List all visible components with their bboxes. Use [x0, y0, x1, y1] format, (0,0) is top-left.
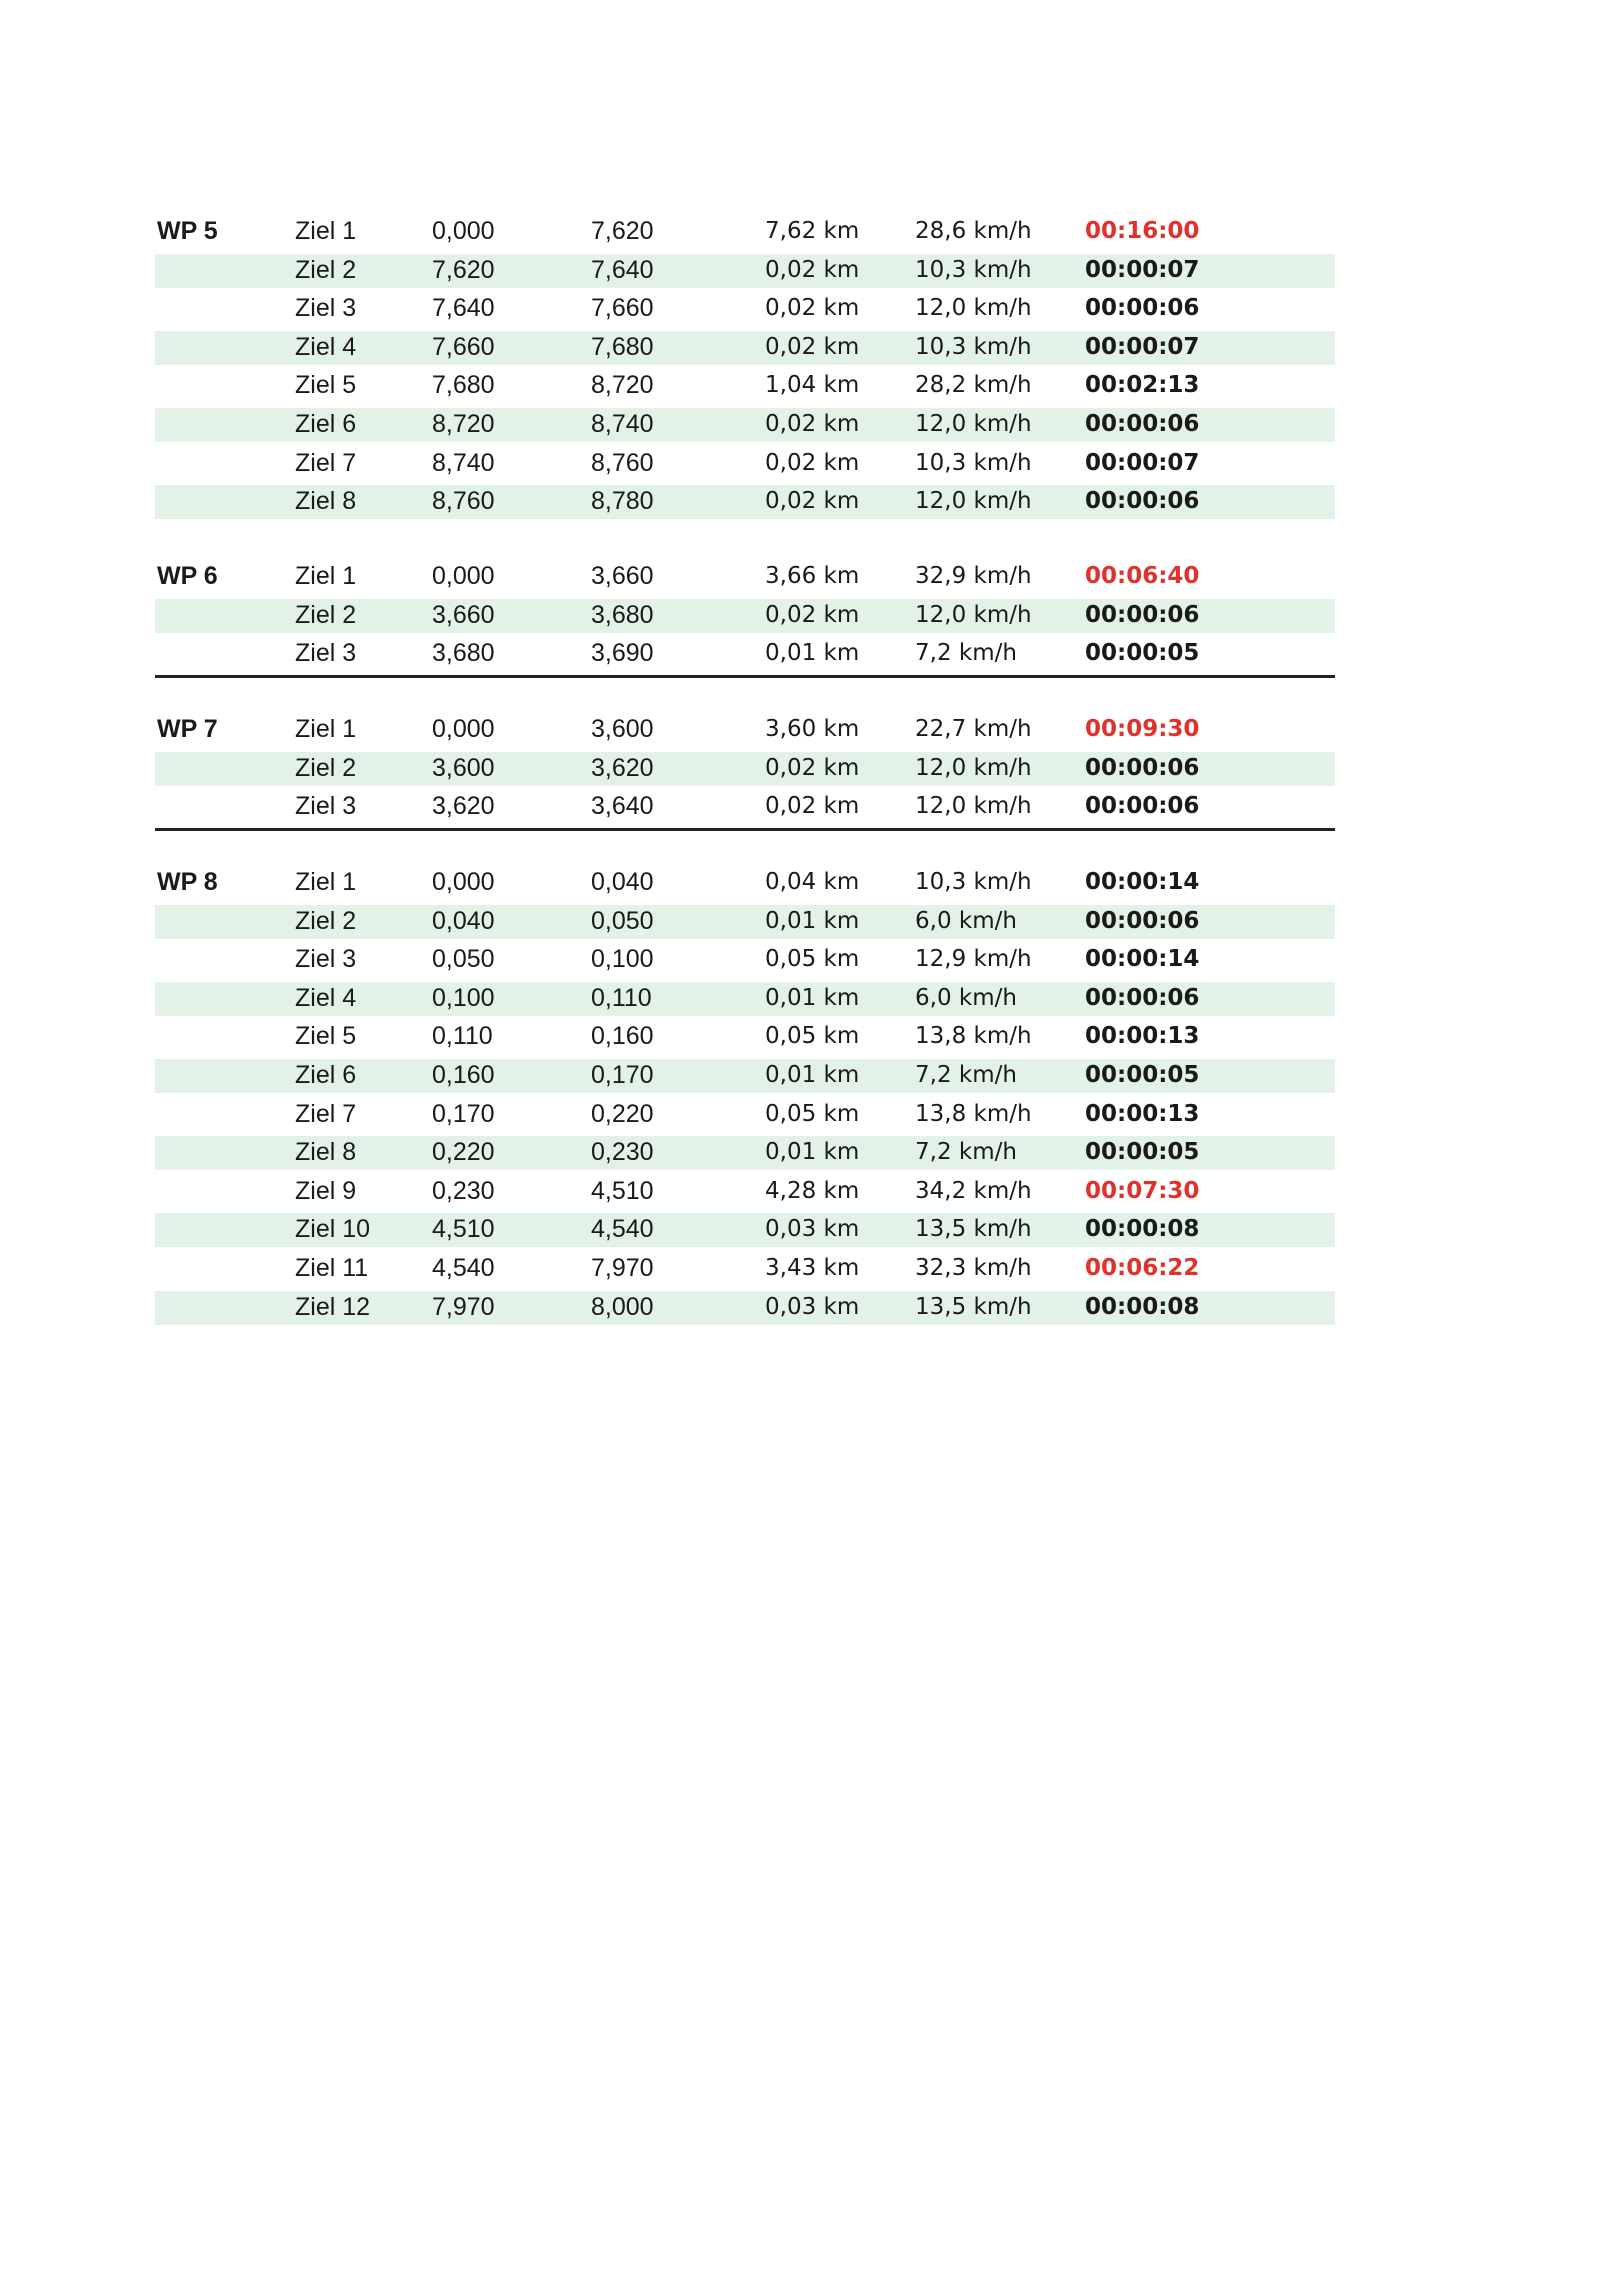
speed: 7,2 km/h: [915, 1061, 1017, 1088]
from-km: 4,510: [432, 1215, 495, 1244]
table-row: [155, 749, 1335, 788]
distance: 0,02 km: [765, 256, 860, 283]
speed: 12,0 km/h: [915, 295, 1032, 322]
target-time: 00:00:06: [1085, 295, 1200, 322]
from-km: 7,640: [432, 294, 495, 323]
distance: 0,02 km: [765, 449, 860, 476]
distance: 0,05 km: [765, 1023, 860, 1050]
speed: 10,3 km/h: [915, 449, 1032, 476]
to-km: 7,640: [591, 255, 654, 284]
target-time: 00:00:06: [1085, 793, 1200, 820]
target-time: 00:00:06: [1085, 984, 1200, 1011]
from-km: 0,220: [432, 1138, 495, 1167]
distance: 0,02 km: [765, 793, 860, 820]
distance: 0,02 km: [765, 754, 860, 781]
speed: 13,5 km/h: [915, 1293, 1032, 1320]
table-row: [155, 1095, 1335, 1134]
from-km: 8,720: [432, 409, 495, 438]
target-time: 00:06:40: [1085, 563, 1200, 589]
from-km: 3,600: [432, 753, 495, 782]
target-time: 00:00:06: [1085, 410, 1200, 437]
target-time: 00:00:05: [1085, 1139, 1200, 1166]
from-km: 0,170: [432, 1099, 495, 1128]
ziel-label: Ziel 3: [295, 639, 357, 668]
target-time: 00:00:06: [1085, 754, 1200, 781]
target-time: 00:09:30: [1085, 716, 1200, 742]
distance: 0,03 km: [765, 1293, 860, 1320]
to-km: 8,760: [591, 448, 654, 477]
to-km: 0,160: [591, 1022, 654, 1051]
table-row: [155, 1210, 1335, 1249]
speed: 7,2 km/h: [915, 1139, 1017, 1166]
target-time: 00:00:08: [1085, 1293, 1200, 1320]
from-km: 3,680: [432, 639, 495, 668]
ziel-label: Ziel 1: [295, 562, 357, 590]
speed: 7,2 km/h: [915, 640, 1017, 667]
from-km: 0,230: [432, 1176, 495, 1205]
target-time: 00:00:13: [1085, 1100, 1200, 1127]
target-time: 00:00:06: [1085, 601, 1200, 628]
target-time: 00:00:14: [1085, 869, 1200, 895]
speed: 12,0 km/h: [915, 601, 1032, 628]
speed: 12,0 km/h: [915, 793, 1032, 820]
table-row: [155, 405, 1335, 444]
ziel-label: Ziel 4: [295, 332, 357, 361]
distance: 0,02 km: [765, 295, 860, 322]
target-time: 00:00:07: [1085, 333, 1200, 360]
ziel-label: Ziel 1: [295, 715, 357, 743]
from-km: 0,110: [432, 1022, 493, 1051]
distance: 0,04 km: [765, 869, 860, 895]
distance: 0,05 km: [765, 1100, 860, 1127]
speed: 6,0 km/h: [915, 984, 1017, 1011]
ziel-label: Ziel 3: [295, 945, 357, 974]
ziel-label: Ziel 5: [295, 371, 357, 400]
ziel-label: Ziel 2: [295, 255, 357, 284]
table-row: [155, 444, 1335, 483]
target-time: 00:07:30: [1085, 1177, 1200, 1204]
ziel-label: Ziel 12: [295, 1292, 371, 1321]
target-time: 00:16:00: [1085, 218, 1200, 244]
speed: 28,6 km/h: [915, 218, 1032, 244]
to-km: 0,110: [591, 983, 652, 1012]
to-km: 3,680: [591, 600, 654, 629]
to-km: 4,510: [591, 1176, 654, 1205]
table-row: [155, 979, 1335, 1018]
ziel-label: Ziel 6: [295, 409, 357, 438]
speed: 10,3 km/h: [915, 869, 1032, 895]
wp-label: WP 7: [157, 715, 218, 743]
target-time: 00:00:07: [1085, 256, 1200, 283]
distance: 7,62 km: [765, 218, 860, 244]
distance: 3,66 km: [765, 563, 860, 589]
ziel-label: Ziel 3: [295, 294, 357, 323]
from-km: 3,620: [432, 792, 495, 821]
to-km: 3,620: [591, 753, 654, 782]
ziel-label: Ziel 6: [295, 1060, 357, 1089]
to-km: 0,230: [591, 1138, 654, 1167]
target-time: 00:00:08: [1085, 1216, 1200, 1243]
distance: 0,01 km: [765, 907, 860, 934]
target-time: 00:00:07: [1085, 449, 1200, 476]
table-row: [155, 863, 1335, 902]
to-km: 0,100: [591, 945, 654, 974]
table-row: [155, 787, 1335, 826]
distance: 0,02 km: [765, 488, 860, 515]
from-km: 8,760: [432, 487, 495, 516]
target-time: 00:02:13: [1085, 372, 1200, 399]
wp-group: [155, 557, 1335, 673]
distance: 0,01 km: [765, 1139, 860, 1166]
speed: 10,3 km/h: [915, 333, 1032, 360]
ziel-label: Ziel 2: [295, 906, 357, 935]
ziel-label: Ziel 10: [295, 1215, 371, 1244]
group-divider: [155, 675, 1335, 678]
speed: 12,9 km/h: [915, 946, 1032, 973]
from-km: 0,000: [432, 868, 495, 896]
to-km: 8,780: [591, 487, 654, 516]
speed: 34,2 km/h: [915, 1177, 1032, 1204]
speed: 13,5 km/h: [915, 1216, 1032, 1243]
from-km: 0,160: [432, 1060, 495, 1089]
table-row: [155, 289, 1335, 328]
table-row: [155, 710, 1335, 749]
from-km: 4,540: [432, 1253, 495, 1282]
table-row: [155, 1249, 1335, 1288]
distance: 0,01 km: [765, 640, 860, 667]
table-row: [155, 1133, 1335, 1172]
distance: 0,02 km: [765, 410, 860, 437]
wp-label: WP 5: [157, 217, 218, 245]
speed: 32,9 km/h: [915, 563, 1032, 589]
speed: 28,2 km/h: [915, 372, 1032, 399]
distance: 0,05 km: [765, 946, 860, 973]
from-km: 7,680: [432, 371, 495, 400]
to-km: 8,740: [591, 409, 654, 438]
to-km: 4,540: [591, 1215, 654, 1244]
ziel-label: Ziel 9: [295, 1176, 357, 1205]
ziel-label: Ziel 11: [295, 1253, 369, 1282]
table-row: [155, 557, 1335, 596]
from-km: 0,000: [432, 217, 495, 245]
distance: 0,01 km: [765, 984, 860, 1011]
wp-label: WP 6: [157, 562, 218, 590]
from-km: 3,660: [432, 600, 495, 629]
ziel-label: Ziel 7: [295, 448, 357, 477]
table-row: [155, 1017, 1335, 1056]
to-km: 0,220: [591, 1099, 654, 1128]
ziel-label: Ziel 2: [295, 600, 357, 629]
wp-label: WP 8: [157, 868, 218, 896]
ziel-label: Ziel 8: [295, 1138, 357, 1167]
wp-group: [155, 710, 1335, 826]
wp-group: [155, 863, 1335, 1326]
to-km: 7,620: [591, 217, 654, 245]
distance: 1,04 km: [765, 372, 860, 399]
to-km: 7,660: [591, 294, 654, 323]
ziel-label: Ziel 5: [295, 1022, 357, 1051]
table-row: [155, 328, 1335, 367]
from-km: 8,740: [432, 448, 495, 477]
table-row: [155, 366, 1335, 405]
speed: 13,8 km/h: [915, 1100, 1032, 1127]
from-km: 0,000: [432, 715, 495, 743]
ziel-label: Ziel 4: [295, 983, 357, 1012]
from-km: 7,660: [432, 332, 495, 361]
speed: 6,0 km/h: [915, 907, 1017, 934]
table-row: [155, 1056, 1335, 1095]
table-row: [155, 251, 1335, 290]
target-time: 00:00:05: [1085, 1061, 1200, 1088]
wp-group: [155, 212, 1335, 521]
speed: 32,3 km/h: [915, 1254, 1032, 1281]
table-row: [155, 940, 1335, 979]
speed: 10,3 km/h: [915, 256, 1032, 283]
table-row: [155, 634, 1335, 673]
group-divider: [155, 828, 1335, 831]
target-time: 00:00:14: [1085, 946, 1200, 973]
table-row: [155, 212, 1335, 251]
to-km: 0,170: [591, 1060, 654, 1089]
to-km: 3,660: [591, 562, 654, 590]
ziel-label: Ziel 3: [295, 792, 357, 821]
table-row: [155, 482, 1335, 521]
to-km: 3,640: [591, 792, 654, 821]
speed: 22,7 km/h: [915, 716, 1032, 742]
ziel-label: Ziel 7: [295, 1099, 357, 1128]
to-km: 3,690: [591, 639, 654, 668]
distance: 0,02 km: [765, 333, 860, 360]
target-time: 00:06:22: [1085, 1254, 1200, 1281]
table-row: [155, 1288, 1335, 1327]
from-km: 0,040: [432, 906, 495, 935]
speed: 12,0 km/h: [915, 488, 1032, 515]
to-km: 7,680: [591, 332, 654, 361]
to-km: 8,720: [591, 371, 654, 400]
to-km: 3,600: [591, 715, 654, 743]
to-km: 8,000: [591, 1292, 654, 1321]
ziel-label: Ziel 1: [295, 868, 357, 896]
distance: 0,02 km: [765, 601, 860, 628]
distance: 3,60 km: [765, 716, 860, 742]
speed: 12,0 km/h: [915, 754, 1032, 781]
target-time: 00:00:05: [1085, 640, 1200, 667]
table-row: [155, 902, 1335, 941]
distance: 0,03 km: [765, 1216, 860, 1243]
table-row: [155, 596, 1335, 635]
speed: 13,8 km/h: [915, 1023, 1032, 1050]
from-km: 0,000: [432, 562, 495, 590]
to-km: 0,040: [591, 868, 654, 896]
ziel-label: Ziel 8: [295, 487, 357, 516]
ziel-label: Ziel 1: [295, 217, 357, 245]
distance: 3,43 km: [765, 1254, 860, 1281]
target-time: 00:00:06: [1085, 488, 1200, 515]
distance: 0,01 km: [765, 1061, 860, 1088]
from-km: 0,050: [432, 945, 495, 974]
target-time: 00:00:06: [1085, 907, 1200, 934]
from-km: 7,620: [432, 255, 495, 284]
to-km: 0,050: [591, 906, 654, 935]
table-row: [155, 1172, 1335, 1211]
from-km: 0,100: [432, 983, 495, 1012]
from-km: 7,970: [432, 1292, 495, 1321]
distance: 4,28 km: [765, 1177, 860, 1204]
to-km: 7,970: [591, 1253, 654, 1282]
target-time: 00:00:13: [1085, 1023, 1200, 1050]
speed: 12,0 km/h: [915, 410, 1032, 437]
ziel-label: Ziel 2: [295, 753, 357, 782]
